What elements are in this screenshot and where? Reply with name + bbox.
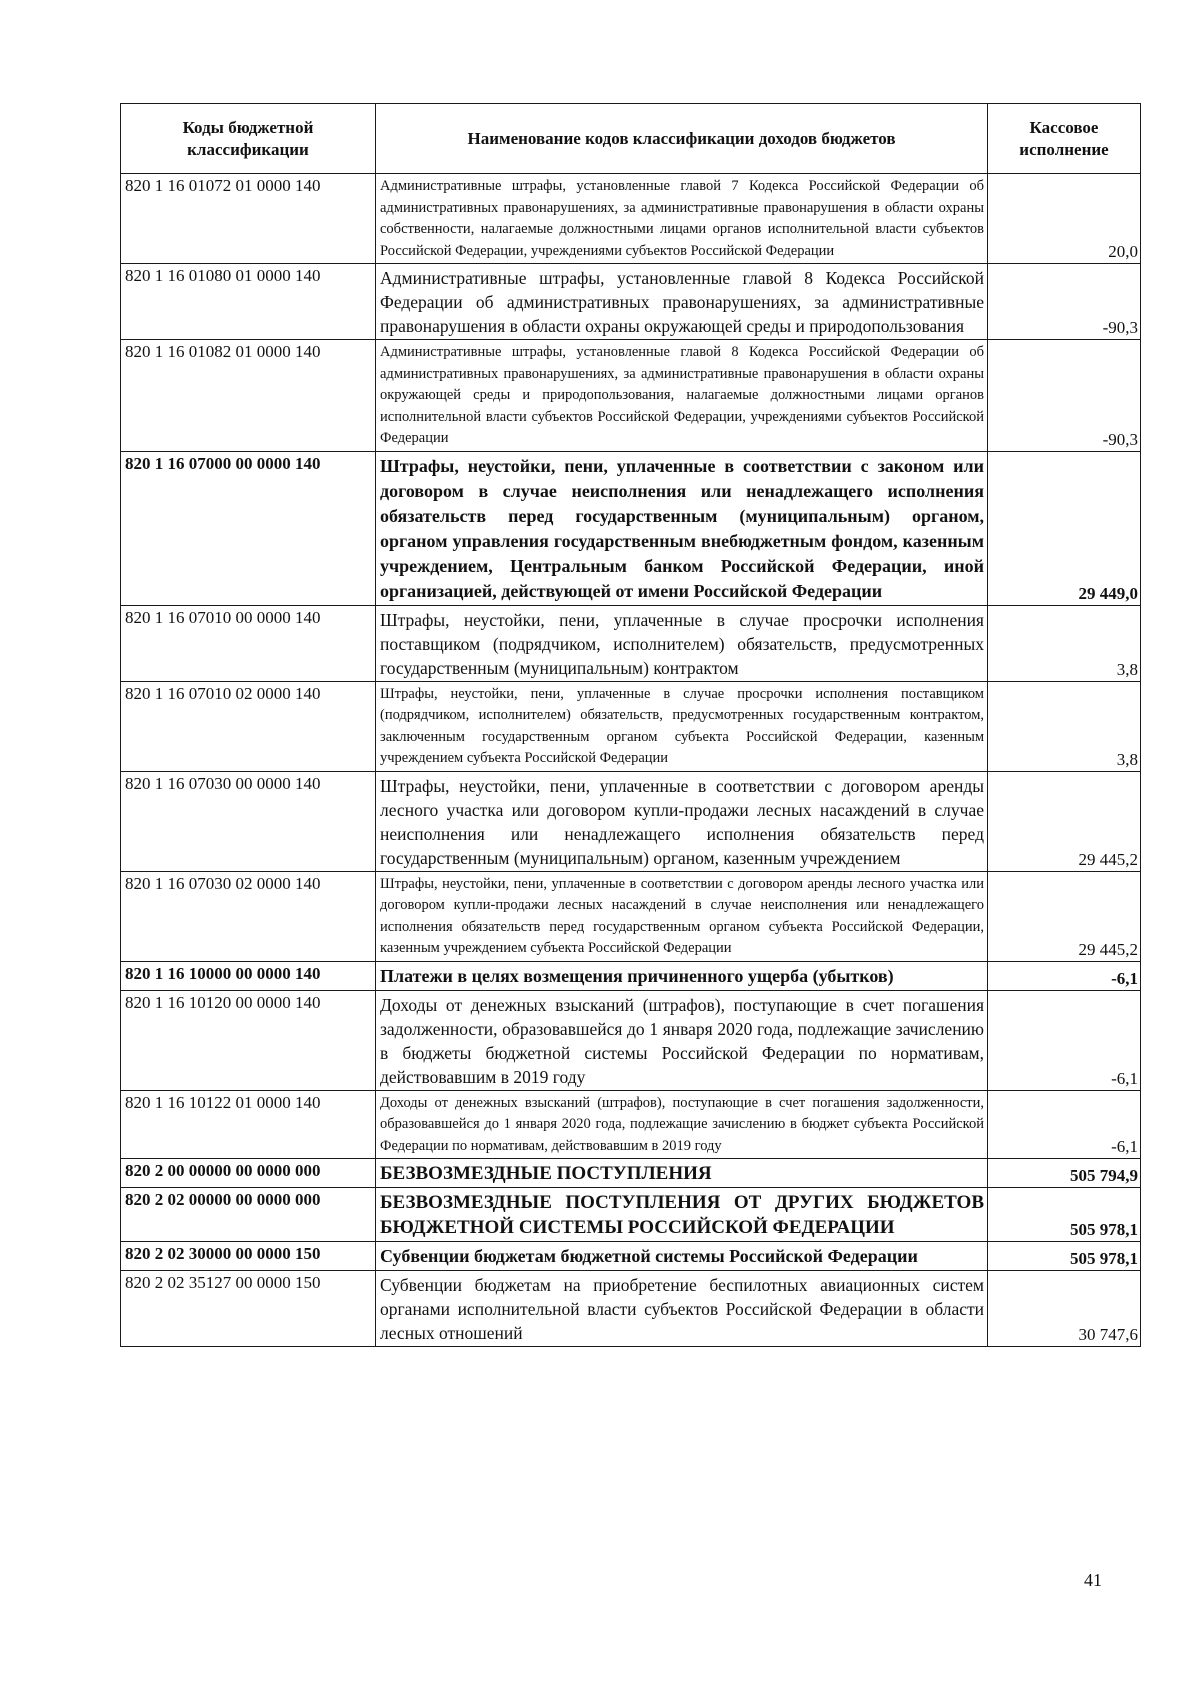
table-row — [121, 1242, 1141, 1271]
row-name: Субвенции бюджетам бюджетной системы Российской Федерации — [376, 1242, 988, 1271]
table-row — [121, 264, 1141, 340]
table-row — [121, 174, 1141, 264]
table-row — [121, 340, 1141, 452]
row-code: 820 1 16 01072 01 0000 140 — [121, 174, 376, 264]
table-row — [121, 605, 1141, 681]
table-row — [121, 451, 1141, 605]
table-row — [121, 681, 1141, 771]
row-code: 820 1 16 07000 00 0000 140 — [121, 451, 376, 605]
row-amount: 3,8 — [988, 681, 1141, 771]
row-code: 820 1 16 10000 00 0000 140 — [121, 961, 376, 990]
row-code: 820 1 16 07010 00 0000 140 — [121, 605, 376, 681]
row-code: 820 2 00 00000 00 0000 000 — [121, 1159, 376, 1188]
row-code: 820 1 16 10120 00 0000 140 — [121, 990, 376, 1090]
page-number: 41 — [1084, 1570, 1102, 1590]
table-body — [121, 174, 1141, 1347]
row-code: 820 1 16 10122 01 0000 140 — [121, 1090, 376, 1159]
table-header-row — [121, 104, 1141, 174]
row-amount: 3,8 — [988, 605, 1141, 681]
row-amount: 29 445,2 — [988, 771, 1141, 871]
row-amount: -6,1 — [988, 961, 1141, 990]
row-amount: 20,0 — [988, 174, 1141, 264]
row-name: Субвенции бюджетам на приобретение беспилотных авиационных систем органами исполнительной власти субъектов Российской Федерации в области лесных отношений — [376, 1271, 988, 1347]
table-row — [121, 990, 1141, 1090]
table-row — [121, 771, 1141, 871]
row-name: Штрафы, неустойки, пени, уплаченные в соответствии с договором аренды лесного участка или договором купли-продажи лесных насаждений в случае неисполнения или ненадлежащего исполнения обязательств перед государственным органом субъекта Российской Федерации, казенным учреждением субъекта Российской Федерации — [376, 871, 988, 961]
row-code: 820 1 16 07010 02 0000 140 — [121, 681, 376, 771]
header-name: Наименование кодов классификации доходов бюджетов — [376, 104, 988, 174]
row-name: БЕЗВОЗМЕЗДНЫЕ ПОСТУПЛЕНИЯ — [376, 1159, 988, 1188]
header-amount: Кассовое исполнение — [988, 104, 1141, 174]
row-code: 820 2 02 00000 00 0000 000 — [121, 1188, 376, 1242]
row-amount: -6,1 — [988, 1090, 1141, 1159]
row-amount: 29 449,0 — [988, 451, 1141, 605]
row-amount: -90,3 — [988, 264, 1141, 340]
header-code: Коды бюджетной классификации — [121, 104, 376, 174]
table-row — [121, 1188, 1141, 1242]
row-amount: -90,3 — [988, 340, 1141, 452]
row-name: Платежи в целях возмещения причиненного ущерба (убытков) — [376, 961, 988, 990]
row-name: Доходы от денежных взысканий (штрафов), поступающие в счет погашения задолженности, образовавшейся до 1 января 2020 года, подлежащие зачислению в бюджеты бюджетной системы Российской Федерации по нормативам, действовавшим в 2019 году — [376, 990, 988, 1090]
row-amount: 505 978,1 — [988, 1242, 1141, 1271]
row-code: 820 1 16 01082 01 0000 140 — [121, 340, 376, 452]
row-name: БЕЗВОЗМЕЗДНЫЕ ПОСТУПЛЕНИЯ ОТ ДРУГИХ БЮДЖЕТОВ БЮДЖЕТНОЙ СИСТЕМЫ РОССИЙСКОЙ ФЕДЕРАЦИИ — [376, 1188, 988, 1242]
row-code: 820 2 02 35127 00 0000 150 — [121, 1271, 376, 1347]
row-amount: -6,1 — [988, 990, 1141, 1090]
table-row — [121, 871, 1141, 961]
row-name: Административные штрафы, установленные главой 8 Кодекса Российской Федерации об административных правонарушениях, за административные правонарушения в области охраны окружающей среды и природопользования — [376, 264, 988, 340]
row-amount: 505 978,1 — [988, 1188, 1141, 1242]
row-name: Штрафы, неустойки, пени, уплаченные в случае просрочки исполнения поставщиком (подрядчиком, исполнителем) обязательств, предусмотренных государственным контрактом, заключенным государственным органом субъекта Российской Федерации, казенным учреждением субъекта Российской Федерации — [376, 681, 988, 771]
table-row — [121, 1090, 1141, 1159]
row-name: Административные штрафы, установленные главой 7 Кодекса Российской Федерации об административных правонарушениях, за административные правонарушения в области охраны собственности, налагаемые должностными лицами органов исполнительной власти субъектов Российской Федерации, учреждениями субъектов Российской Федерации — [376, 174, 988, 264]
row-code: 820 1 16 07030 00 0000 140 — [121, 771, 376, 871]
row-name: Штрафы, неустойки, пени, уплаченные в соответствии с договором аренды лесного участка или договором купли-продажи лесных насаждений в случае неисполнения или ненадлежащего исполнения обязательств перед государственным (муниципальным) органом, казенным учреждением — [376, 771, 988, 871]
row-code: 820 1 16 01080 01 0000 140 — [121, 264, 376, 340]
row-amount: 505 794,9 — [988, 1159, 1141, 1188]
row-name: Штрафы, неустойки, пени, уплаченные в соответствии с законом или договором в случае неисполнения или ненадлежащего исполнения обязательств перед государственным (муниципальным) органом, органом управления государственным внебюджетным фондом, казенным учреждением, Центральным банком Российской Федерации, иной организацией, действующей от имени Российской Федерации — [376, 451, 988, 605]
row-amount: 29 445,2 — [988, 871, 1141, 961]
table-row — [121, 1271, 1141, 1347]
row-code: 820 2 02 30000 00 0000 150 — [121, 1242, 376, 1271]
row-name: Административные штрафы, установленные главой 8 Кодекса Российской Федерации об административных правонарушениях, за административные правонарушения в области охраны окружающей среды и природопользования, налагаемые должностными лицами органов исполнительной власти субъектов Российской Федерации, учреждениями субъектов Российской Федерации — [376, 340, 988, 452]
table-row — [121, 1159, 1141, 1188]
revenue-table-container — [120, 103, 1140, 1347]
row-amount: 30 747,6 — [988, 1271, 1141, 1347]
row-code: 820 1 16 07030 02 0000 140 — [121, 871, 376, 961]
revenue-classification-table — [120, 103, 1141, 1347]
row-name: Штрафы, неустойки, пени, уплаченные в случае просрочки исполнения поставщиком (подрядчиком, исполнителем) обязательств, предусмотренных государственным (муниципальным) контрактом — [376, 605, 988, 681]
table-row — [121, 961, 1141, 990]
row-name: Доходы от денежных взысканий (штрафов), поступающие в счет погашения задолженности, образовавшейся до 1 января 2020 года, подлежащие зачислению в бюджет субъекта Российской Федерации по нормативам, действовавшим в 2019 году — [376, 1090, 988, 1159]
